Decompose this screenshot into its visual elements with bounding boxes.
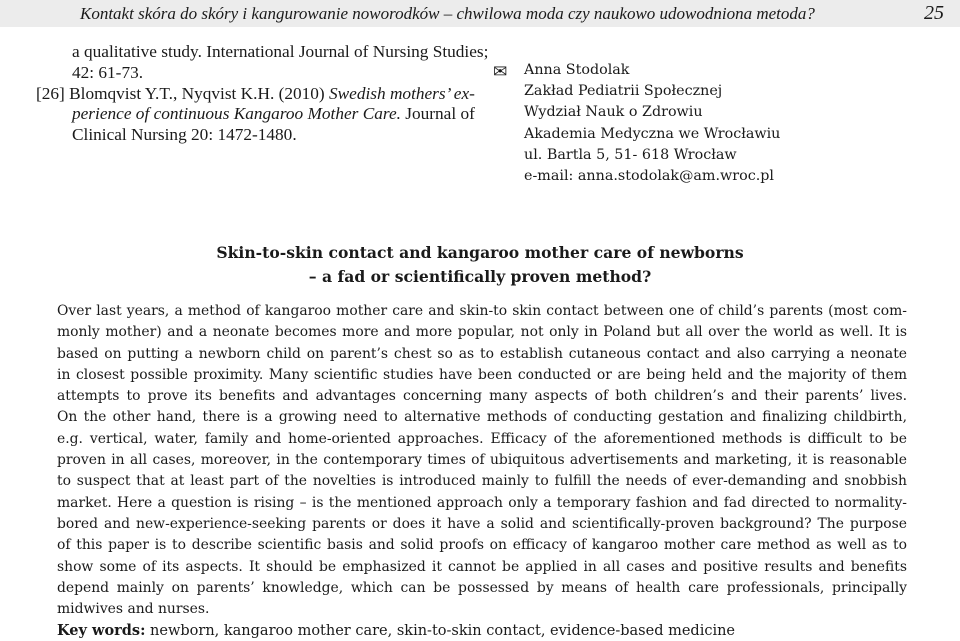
envelope-icon: ✉	[493, 62, 508, 82]
affiliation-line: Akademia Medyczna we Wrocławiu	[524, 125, 781, 142]
title-line: – a fad or scientifically proven method?	[308, 267, 652, 286]
abstract-line: depend mainly on parents’ knowledge, which can be possessed by means of health care professionals, principally	[57, 579, 907, 596]
reference-26-cont	[36, 104, 476, 125]
abstract-line: monly mother) and a neonate becomes more and more popular, not only in Poland but all over the world as well. It is	[57, 324, 907, 341]
keywords	[57, 621, 907, 641]
running-title: Kontakt skóra do skóry i kangurowanie noworodków – chwilowa moda czy naukowo udowodniona metoda?	[80, 4, 815, 23]
reference-journal: Clinical Nursing 20: 1472-1480.	[72, 125, 297, 145]
abstract-line: e.g. vertical, water, family and home-oriented approaches. Efficacy of the aforementioned methods is difficult to be	[57, 430, 907, 447]
abstract-line: to suspect that at least part of the novelties is introduced mainly to fulfill the needs of ever-demanding and snobbish	[57, 473, 907, 490]
affiliation-line: Zakład Pediatrii Społecznej	[524, 83, 723, 100]
reference-journal: Journal of	[400, 104, 475, 124]
page-number: 25	[924, 2, 944, 24]
keywords-label: Key words:	[57, 622, 146, 639]
keywords-text: newborn, kangaroo mother care, skin-to-skin contact, evidence-based medicine	[145, 623, 736, 639]
reference-title: perience of continuous Kangaroo Mother Care.	[72, 104, 401, 124]
abstract-line: market. Here a question is rising – is the mentioned approach only a temporary fashion and fad directed to normality-	[57, 494, 907, 511]
reference-list	[36, 42, 489, 146]
address-line: ul. Bartla 5, 51- 618 Wrocław	[524, 146, 737, 163]
affiliation-line: Wydział Nauk o Zdrowiu	[524, 104, 703, 121]
reference-authors: [26] Blomqvist Y.T., Nyqvist K.H. (2010)	[36, 83, 329, 103]
email-link[interactable]: e-mail: anna.stodolak@am.wroc.pl	[524, 168, 774, 185]
abstract	[57, 301, 907, 620]
running-header	[0, 0, 960, 27]
reference-continuation: 42: 61-73.	[72, 62, 144, 82]
abstract-line: midwives and nurses.	[57, 601, 210, 618]
abstract-line: based on putting a newborn child on parent’s chest so as to establish cutaneous contact and also carrying a neonate	[57, 345, 907, 362]
abstract-line: Over last years, a method of kangaroo mother care and skin-to skin contact between one of child’s parents (most com-	[57, 303, 907, 319]
abstract-line: proven in all cases, moreover, in the contemporary times of ubiquitous advertisements and marketing, it is reasonable	[57, 452, 907, 469]
reference-title: Swedish mothers’ ex-	[328, 83, 475, 103]
author-name: Anna Stodolak	[524, 62, 630, 78]
title-line: Skin-to-skin contact and kangaroo mother care of newborns	[216, 243, 744, 262]
correspondence-block	[493, 60, 923, 187]
reference-26	[36, 84, 476, 105]
reference-continuation: a qualitative study. International Journal of Nursing Studies;	[72, 42, 489, 61]
abstract-line: bored and new-experience-seeking parents or does it have a solid and scientifically-proven background? The purpose	[57, 515, 907, 532]
abstract-line: of this paper is to describe scientific basis and solid proofs on efficacy of kangaroo mother care method as well as to	[57, 537, 907, 554]
abstract-line: attempts to prove its benefits and advantages concerning many aspects of both children’s and their parents’ lives.	[57, 388, 907, 405]
abstract-line: show some of its aspects. It should be emphasized it cannot be applied in all cases and positive results and benefits	[57, 558, 907, 575]
abstract-line: On the other hand, there is a growing need to alternative methods of conducting gestation and finalizing childbirth,	[57, 409, 907, 426]
article-title	[0, 241, 960, 289]
abstract-line: in closest possible proximity. Many scientific studies have been conducted or are being held and the majority of them	[57, 366, 907, 383]
